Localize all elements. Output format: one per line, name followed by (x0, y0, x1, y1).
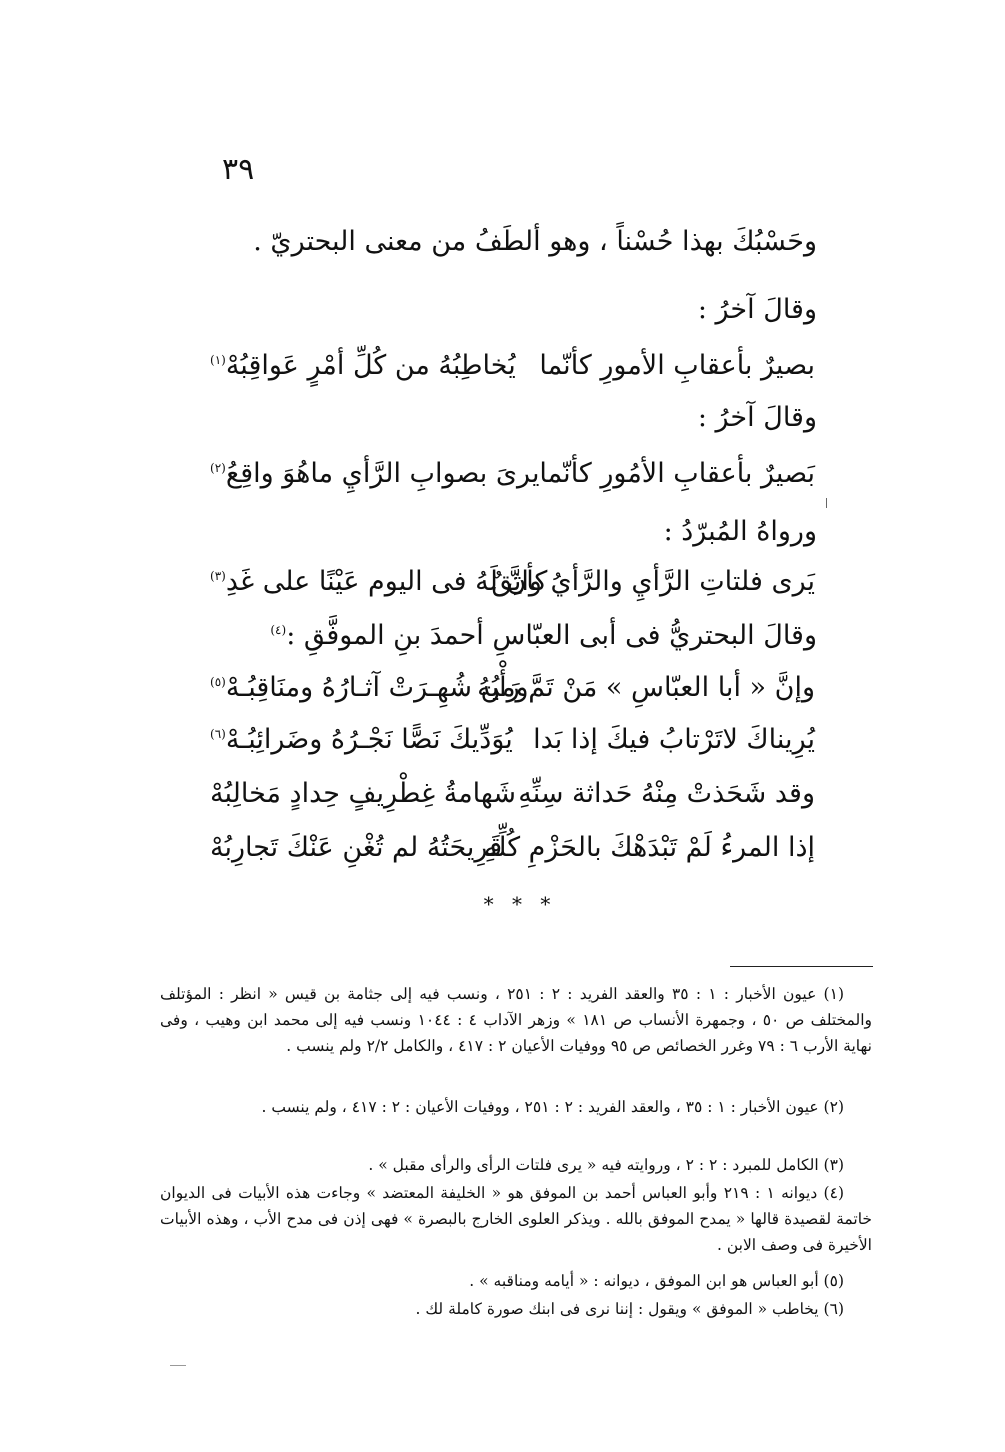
verse-first-hemistich: بصيرٌ بأعقابِ الأمورِ كأنّما (539, 350, 815, 381)
footnote-marker: (١) (210, 353, 226, 367)
verse-first-hemistich: يَرى فلتاتِ الرَّأيِ والرَّأيُ واثِقٌ (491, 566, 815, 597)
section-heading-text: وقالَ البحتريُّ فى أبى العبّاسِ أحمدَ بنِ الموفَّقِ : (286, 620, 817, 651)
verse-second-hemistich (210, 560, 547, 604)
verse-line (210, 772, 815, 816)
verse-second-hemistich-text: كأنَّ لَهُ فى اليوم عَيْنًا على غَدِ (225, 566, 548, 597)
footnote-marker: (٦) (210, 727, 226, 741)
verse-first-hemistich: وإنَّ « أبا العبّاسِ » مَنْ تَمَّ رَأْيُهُ (477, 672, 815, 703)
verse-line (210, 826, 815, 870)
verse-second-hemistich-text: يُخاطِبُهُ من كُلِّ أمْرٍ عَواقِبُهْ (225, 350, 516, 381)
verse-line (210, 560, 815, 604)
verse-second-hemistich: قَرِيحَتُهُ لم تُغْنِ عَنْكَ تَجارِبُهْ (210, 832, 503, 863)
verse-second-hemistich-text: ومن شُهِـرَتْ آثـارُهُ ومنَاقِبُـهْ (225, 672, 529, 703)
section-heading (270, 616, 817, 656)
verse-first-hemistich: يُرِيناكَ لاتَرْتابُ فيكَ إذا بَدا (533, 724, 815, 755)
verse-line (210, 344, 815, 388)
margin-mark (170, 1365, 186, 1366)
body-line: وحَسْبُكَ بهذا حُسْناً ، وهو ألطَفُ من معنى البحتريّ . (253, 226, 817, 257)
verse-second-hemistich-text: يرىَ بصوابِ الرَّأيِ ماهُوَ واقِعُ (225, 458, 540, 489)
section-heading: ورواهُ المُبرّدُ : (663, 516, 817, 547)
verse-line (210, 718, 815, 762)
verse-first-hemistich: بَصيرٌ بأعقابِ الأمُورِ كأنّما (539, 458, 815, 489)
verse-second-hemistich-text: يُوَدِّيكَ نَصًّا نَجْـرُهُ وضَرائِبُـهْ (225, 724, 513, 755)
verse-second-hemistich: شَهامةُ غِطْرِيفٍ حِدادٍ مَخالِبُهْ (210, 778, 516, 809)
footnote-4: (٤) ديوانه ١ : ٢١٩ وأبو العباس أحمد بن الموفق هو « الخليفة المعتضد » وجاءت هذه الأبيات فى الديوان خاتمة لقصيدة قالها « يمدح الموفق بالله . ويذكر العلوى الخارج بالبصرة » فهى إذن فى مدح الأب ، وهذه الأبيات الأخيرة فى وصف الابن . (160, 1184, 872, 1254)
verse-first-hemistich: إذا المرءُ لَمْ تَبْدَهْكَ بالحَزْمِ كُلِّهِ (483, 832, 815, 863)
section-heading: وقالَ آخرُ : (697, 402, 817, 433)
verse-second-hemistich (210, 452, 539, 496)
verse-line (210, 666, 815, 710)
footnote-1: (١) عيون الأخبار : ١ : ٣٥ والعقد الفريد : ٢ : ٢٥١ ، ونسب فيه إلى جثامة بن قيس « انظر : المؤتلف والمختلف ص ٥٠ ، وجمهرة الأنساب ص ١٨١ » وزهر الآداب ٤ : ١٠٤٤ ونسب فيه إلى محمد ابن وهيب ، وفى نهاية الأرب ٦ : ٧٩ وغرر الخصائص ص ٩٥ ووفيات الأعيان ٢ : ٤١٧ ، والكامل ٢/٢ ولم ينسب . (160, 985, 872, 1055)
section-separator: * * * (483, 892, 557, 916)
footnote-marker: (٤) (270, 623, 287, 637)
verse-second-hemistich (210, 344, 516, 388)
page-number: ٣٩ (222, 152, 255, 187)
verse-second-hemistich (210, 718, 513, 762)
footnote-6: (٦) يخاطب « الموفق » ويقول : إننا نرى فى ابنك صورة كاملة لك . (415, 1300, 844, 1318)
verse-line (210, 452, 815, 496)
footnote-3: (٣) الكامل للمبرد : ٢ : ٢ ، وروايته فيه « يرى فلتات الرأى والرأى مقبل » . (368, 1156, 844, 1174)
footnote-marker: (٢) (210, 461, 226, 475)
section-heading: وقالَ آخرُ : (697, 294, 817, 325)
margin-mark (826, 498, 827, 508)
verse-second-hemistich (210, 666, 529, 710)
footnote-2: (٢) عيون الأخبار : ١ : ٣٥ ، والعقد الفريد : ٢ : ٢٥١ ، ووفيات الأعيان : ٢ : ٤١٧ ، ولم ينسب . (261, 1098, 844, 1116)
footnote-divider (730, 966, 873, 967)
verse-first-hemistich: وقد شَحَذتْ مِنْهُ حَداثة سِنِّهِ (518, 778, 815, 809)
footnote-5: (٥) أبو العباس هو ابن الموفق ، ديوانه : « أيامه ومناقبه » . (469, 1272, 844, 1290)
footnote-marker: (٥) (210, 675, 226, 689)
footnote-marker: (٣) (210, 569, 226, 583)
